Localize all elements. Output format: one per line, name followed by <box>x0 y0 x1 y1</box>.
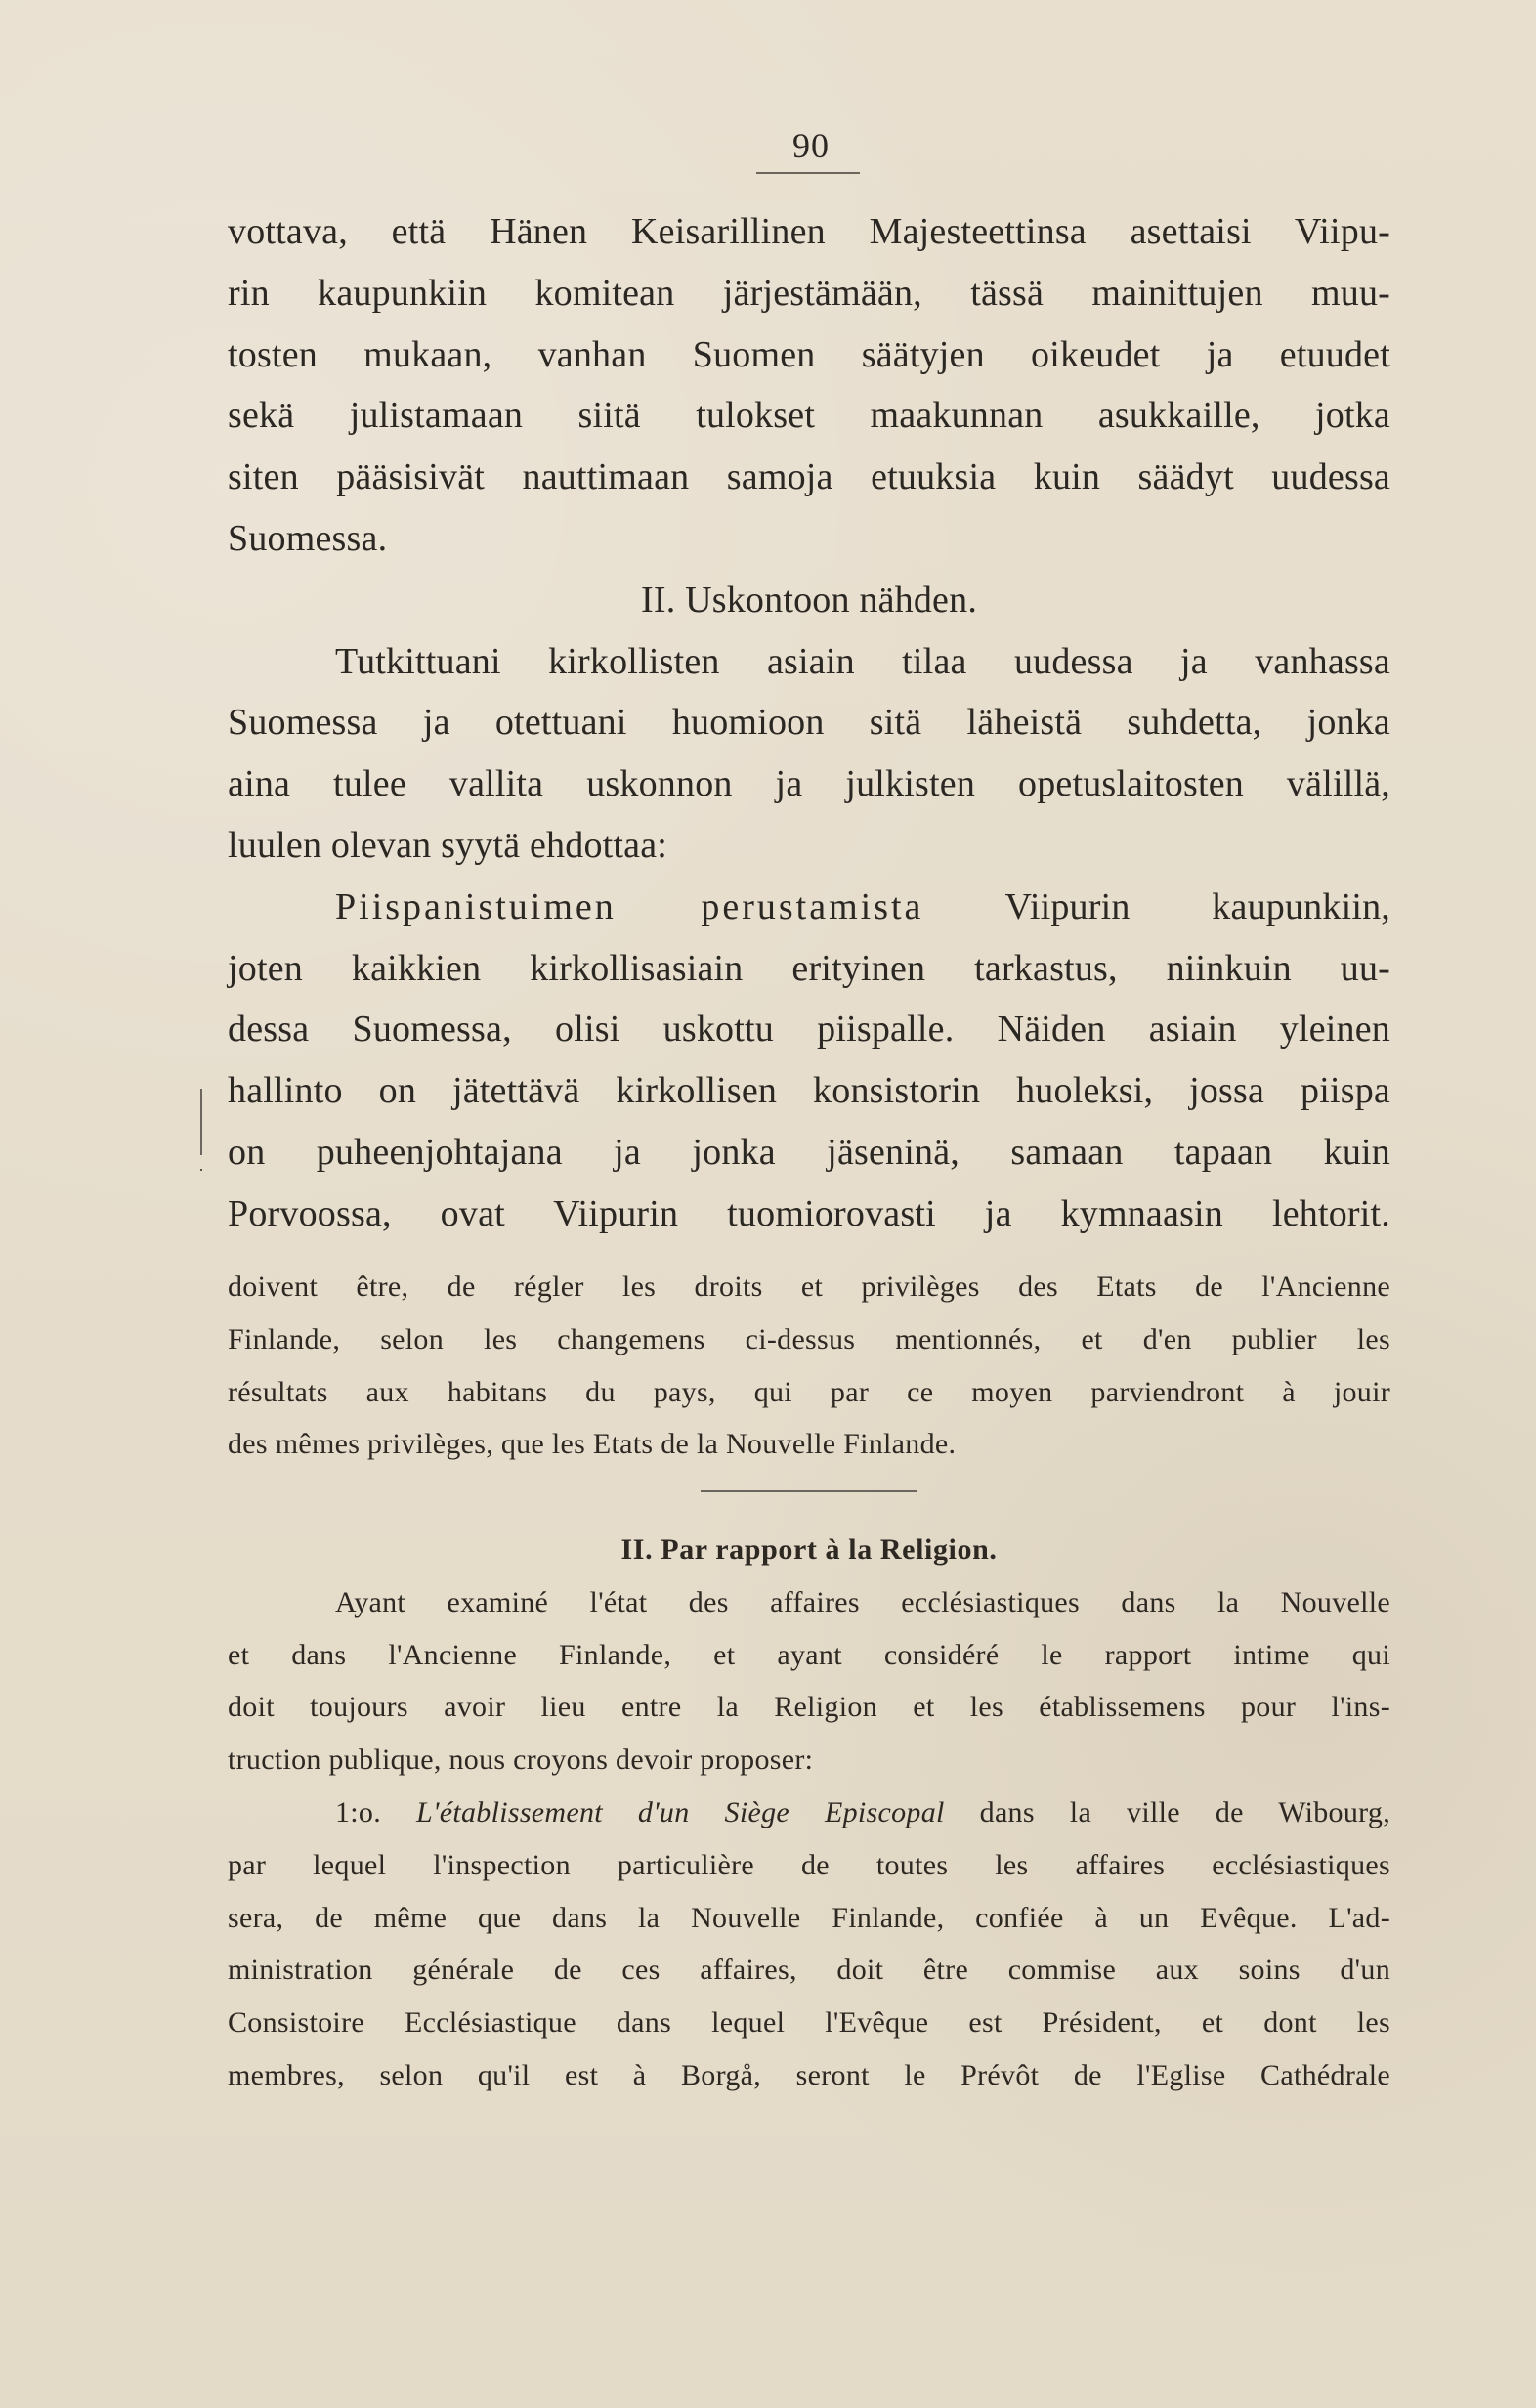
french-paragraph-line: doit toujours avoir lieu entre la Religion et les établissemens pour l'ins- <box>228 1691 1390 1724</box>
finnish-paragraph-line: luulen olevan syytä ehdottaa: <box>228 824 668 866</box>
french-line: doivent être, de régler les droits et privilèges des Etats de l'Ancienne <box>228 1270 1390 1303</box>
french-paragraph-line: sera, de même que dans la Nouvelle Finlande, confiée à un Evêque. L'ad- <box>228 1901 1390 1934</box>
french-paragraph-line: membres, selon qu'il est à Borgå, seront le Prévôt de l'Eglise Cathédrale <box>228 2058 1390 2091</box>
margin-dot <box>200 1169 202 1171</box>
finnish-paragraph-line: dessa Suomessa, olisi uskottu piispalle. Näiden asiain yleinen <box>228 1009 1390 1051</box>
finnish-line: siten pääsisivät nauttimaan samoja etuuksia kuin säädyt uudessa <box>228 456 1390 498</box>
finnish-text-block <box>228 201 1390 1245</box>
french-paragraph-line: Ayant examiné l'état des affaires ecclésiastiques dans la Nouvelle <box>335 1585 1390 1618</box>
french-line: résultats aux habitans du pays, qui par ce moyen parviendront à jouir <box>228 1375 1390 1408</box>
finnish-paragraph-line: aina tulee vallita uskonnon ja julkisten opetuslaitosten välillä, <box>228 763 1390 805</box>
line-continuation: Viipurin kaupunkiin, <box>923 885 1390 927</box>
french-paragraph-line: et dans l'Ancienne Finlande, et ayant considéré le rapport intime qui <box>228 1638 1390 1671</box>
line-continuation: dans la ville de Wibourg, <box>944 1795 1390 1828</box>
finnish-paragraph-line: joten kaikkien kirkollisasiain erityinen tarkastus, niinkuin uu- <box>228 947 1390 989</box>
finnish-line: vottava, että Hänen Keisarillinen Majesteettinsa asettaisi Viipu- <box>228 211 1390 252</box>
french-section-heading: II. Par rapport à la Religion. <box>620 1532 998 1566</box>
french-paragraph-line: truction publique, nous croyons devoir proposer: <box>228 1743 814 1777</box>
finnish-paragraph-line: hallinto on jätettävä kirkollisen konsistorin huoleksi, jossa piispa <box>228 1070 1390 1112</box>
finnish-spaced-line <box>228 877 1390 938</box>
item-number: 1:o. <box>335 1795 417 1828</box>
page-number: 90 <box>792 126 830 165</box>
finnish-line: Suomessa. <box>228 517 388 559</box>
french-paragraph-line: par lequel l'inspection particulière de toutes les affaires ecclésiastiques <box>228 1848 1390 1881</box>
french-italic-line <box>228 1786 1390 1839</box>
finnish-paragraph-line: Suomessa ja otettuani huomioon sitä läheistä suhdetta, jonka <box>228 702 1390 744</box>
finnish-line: tosten mukaan, vanhan Suomen säätyjen oikeudet ja etuudet <box>228 333 1390 375</box>
spaced-phrase: Piispanistuimen perustamista <box>335 885 924 927</box>
finnish-line: rin kaupunkiin komitean järjestämään, tässä mainittujen muu- <box>228 272 1390 314</box>
french-line: Finlande, selon les changemens ci-dessus mentionnés, et d'en publier les <box>228 1322 1390 1355</box>
french-text-block <box>228 1261 1390 2102</box>
french-paragraph-line: Consistoire Ecclésiastique dans lequel l'Evêque est Président, et dont les <box>228 2006 1390 2040</box>
margin-mark <box>200 1089 202 1155</box>
finnish-paragraph-line: Porvoossa, ovat Viipurin tuomiorovasti ja kymnaasin lehtorit. <box>228 1192 1390 1234</box>
finnish-section-heading: II. Uskontoon nähden. <box>640 579 978 621</box>
finnish-line: sekä julistamaan siitä tulokset maakunnan asukkaille, jotka <box>228 395 1390 437</box>
page-number-rule <box>756 172 860 174</box>
finnish-paragraph-line: Tutkittuani kirkollisten asiain tilaa uudessa ja vanhassa <box>335 640 1390 682</box>
finnish-paragraph-line: on puheenjohtajana ja jonka jäseninä, samaan tapaan kuin <box>228 1131 1390 1173</box>
french-line: des mêmes privilèges, que les Etats de la Nouvelle Finlande. <box>228 1428 957 1461</box>
french-paragraph-line: ministration générale de ces affaires, doit être commise aux soins d'un <box>228 1954 1390 1987</box>
italic-phrase: L'établissement d'un Siège Episcopal <box>416 1795 945 1828</box>
section-rule <box>701 1490 917 1492</box>
